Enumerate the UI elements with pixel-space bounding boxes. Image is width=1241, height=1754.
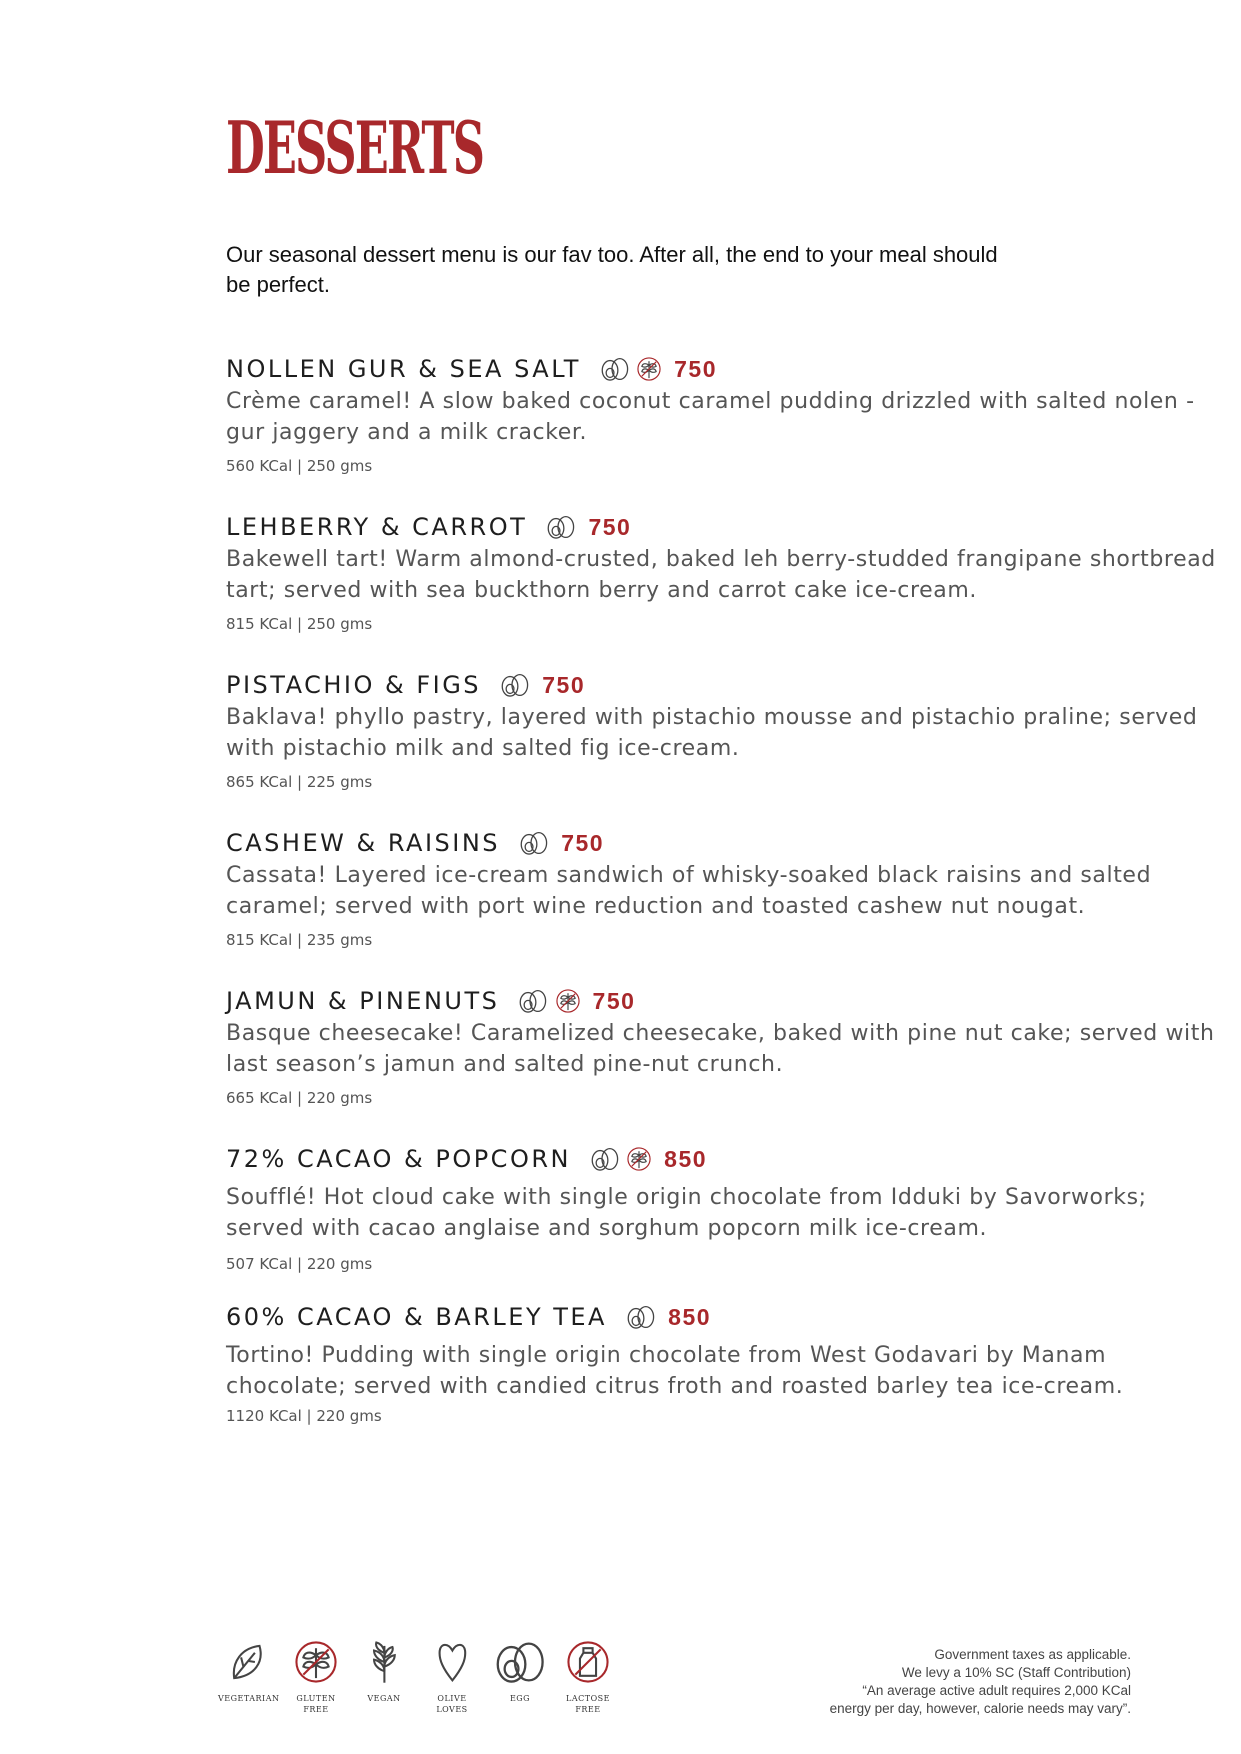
item-nutrition: 815 KCal | 250 gms: [226, 615, 373, 633]
item-nutrition: 560 KCal | 250 gms: [226, 457, 373, 475]
legend-item: [350, 1637, 418, 1715]
item-price: 750: [588, 513, 632, 540]
item-price: 750: [542, 671, 586, 698]
menu-item: [226, 984, 1216, 1107]
legend-label: GLUTEN FREE: [296, 1694, 336, 1714]
egg-icon: [599, 356, 630, 382]
menu-item: [226, 1142, 1216, 1273]
item-name: PISTACHIO & FIGS: [226, 671, 482, 699]
item-name: LEHBERRY & CARROT: [226, 513, 528, 541]
legend-label: EGG: [509, 1694, 531, 1703]
item-description: Cassata! Layered ice-cream sandwich of whisky-soaked black raisins and salted caramel; served with port wine reduction and toasted cashew nut nougat.: [226, 863, 1152, 919]
egg-icon: [518, 830, 549, 856]
olive-loves-heart-icon: [434, 1637, 471, 1687]
egg-icon: [625, 1304, 656, 1330]
vegetarian-leaf-icon: [225, 1637, 271, 1687]
gluten-free-icon: [636, 356, 662, 382]
legend-label: OLIVE LOVES: [436, 1694, 468, 1714]
menu-item: [226, 352, 1216, 475]
legend-label: LACTOSE FREE: [566, 1694, 610, 1714]
item-price: 750: [561, 829, 605, 856]
item-nutrition: 507 KCal | 220 gms: [226, 1255, 373, 1273]
item-nutrition: 665 KCal | 220 gms: [226, 1089, 373, 1107]
egg-icon: [517, 988, 548, 1014]
menu-item: [226, 1300, 1216, 1425]
gluten-free-icon: [293, 1637, 339, 1687]
menu-item: [226, 826, 1216, 949]
gluten-free-icon: [555, 988, 581, 1014]
item-description: Bakewell tart! Warm almond-crusted, baked leh berry-studded frangipane shortbread tart; served with sea buckthorn berry and carrot cake ice-cream.: [226, 547, 1216, 603]
item-nutrition: 865 KCal | 225 gms: [226, 773, 373, 791]
item-price: 750: [592, 987, 636, 1014]
item-description: Crème caramel! A slow baked coconut caramel pudding drizzled with salted nolen - gur jaggery and a milk cracker.: [226, 389, 1195, 445]
item-name: CASHEW & RAISINS: [226, 829, 501, 857]
lactose-free-icon: [565, 1637, 611, 1687]
item-name: JAMUN & PINENUTS: [226, 987, 500, 1015]
item-price: 850: [668, 1303, 712, 1330]
footer-line: “An average active adult requires 2,000 KCal: [862, 1683, 1131, 1698]
item-description: Baklava! phyllo pastry, layered with pistachio mousse and pistachio praline; served with pistachio milk and salted fig ice-cream.: [226, 705, 1198, 761]
item-price: 850: [664, 1145, 708, 1172]
item-description: Basque cheesecake! Caramelized cheesecake, baked with pine nut cake; served with last season’s jamun and salted pine-nut crunch.: [226, 1021, 1215, 1077]
item-nutrition: 815 KCal | 235 gms: [226, 931, 373, 949]
egg-icon: [492, 1637, 547, 1687]
egg-icon: [589, 1146, 620, 1172]
item-description: Soufflé! Hot cloud cake with single origin chocolate from Idduki by Savorworks; served with cacao anglaise and sorghum popcorn milk ice-cream.: [226, 1185, 1147, 1241]
legend-item: [554, 1637, 622, 1715]
page-title: DESSERTS: [226, 105, 484, 190]
footer-notes: [830, 1646, 1131, 1718]
legend-item: [282, 1637, 350, 1715]
item-price: 750: [674, 355, 717, 382]
menu-item: [226, 668, 1216, 791]
item-name: NOLLEN GUR & SEA SALT: [226, 355, 581, 383]
legend-item: [418, 1637, 486, 1715]
item-nutrition: 1120 KCal | 220 gms: [226, 1407, 382, 1425]
menu-item: [226, 510, 1216, 633]
footer-line: energy per day, however, calorie needs may vary”.: [829, 1701, 1131, 1716]
legend-item: [214, 1637, 282, 1715]
intro-text: Our seasonal dessert menu is our fav too. After all, the end to your meal should be perfect.: [226, 242, 998, 297]
legend-label: VEGAN: [367, 1694, 401, 1703]
footer-line: We levy a 10% SC (Staff Contribution): [901, 1665, 1131, 1680]
gluten-free-icon: [626, 1146, 652, 1172]
egg-icon: [545, 514, 576, 540]
item-name: 72% CACAO & POPCORN: [226, 1145, 571, 1173]
legend-label: VEGETARIAN: [218, 1694, 280, 1703]
vegan-sprig-icon: [366, 1637, 403, 1687]
footer-line: Government taxes as applicable.: [934, 1647, 1131, 1662]
item-name: 60% CACAO & BARLEY TEA: [226, 1303, 607, 1331]
item-description: Tortino! Pudding with single origin chocolate from West Godavari by Manam chocolate; served with candied citrus froth and roasted barley tea ice-cream.: [226, 1343, 1124, 1399]
dietary-legend: [214, 1637, 622, 1715]
egg-icon: [499, 672, 530, 698]
legend-item: [486, 1637, 554, 1715]
